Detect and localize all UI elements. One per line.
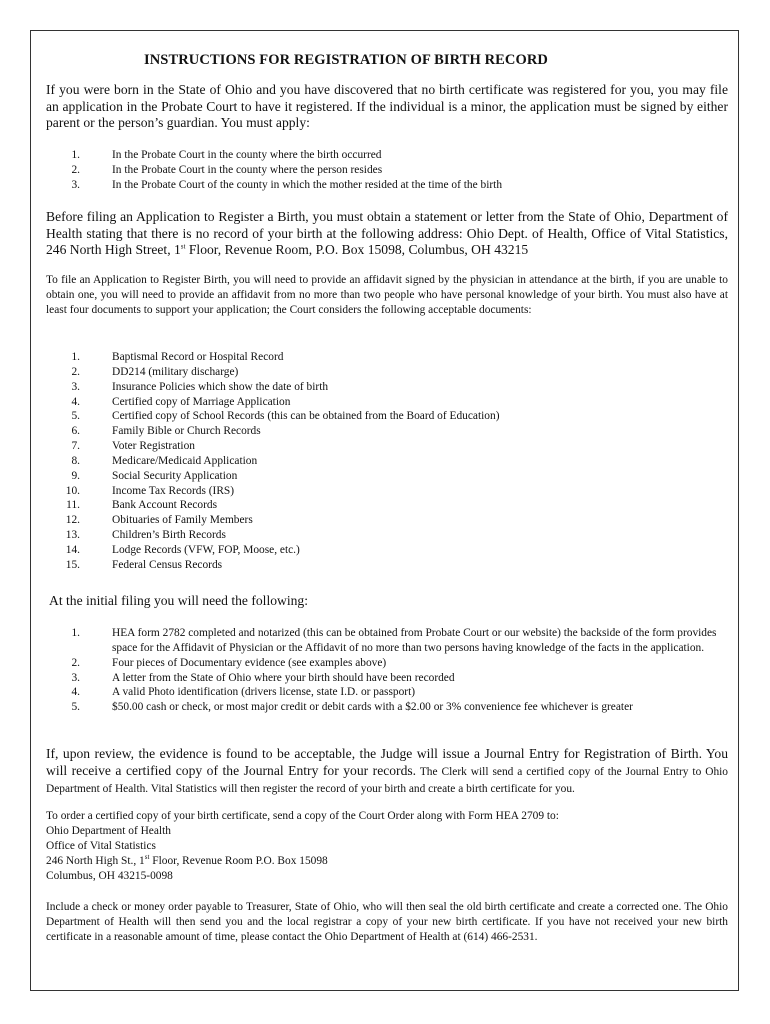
order-intro: To order a certified copy of your birth certificate, send a copy of the Court Order along with Form HEA 2709 to: xyxy=(46,810,559,822)
list-item xyxy=(46,484,728,499)
list-text: In the Probate Court in the county where the person resides xyxy=(112,163,383,176)
initial-filing-list xyxy=(46,626,728,715)
list-text: Federal Census Records xyxy=(112,558,223,571)
list-number: 3. xyxy=(71,178,80,191)
list-number: 4. xyxy=(71,686,80,699)
list-item xyxy=(46,558,728,573)
review-paragraph: If, upon review, the evidence is found to be acceptable, the Judge will issue a Journal Entry for Registration of Birth. You will receive a certified copy of the Journal Entry for your records. The Clerk will send a certified copy of the Journal Entry to Ohio Department of Health. Vital Statistics will then register the record of your birth and create a birth certificate for you. xyxy=(46,746,729,795)
list-text: Certified copy of School Records (this can be obtained from the Board of Education) xyxy=(112,410,500,423)
list-item xyxy=(46,454,728,469)
list-item xyxy=(46,424,728,439)
list-item xyxy=(46,671,728,686)
list-text: Children’s Birth Records xyxy=(112,529,226,542)
list-number: 10. xyxy=(65,484,80,497)
list-item xyxy=(46,543,728,558)
list-text: In the Probate Court in the county where the birth occurred xyxy=(112,149,382,161)
list-text: Obituaries of Family Members xyxy=(112,514,253,527)
list-item xyxy=(46,148,728,163)
list-number: 2. xyxy=(71,365,80,378)
list-number: 5. xyxy=(71,410,80,423)
to-file-paragraph: To file an Application to Register Birth, you will need to provide an affidavit signed by the physician in attendance at the birth, if you are unable to obtain one, you will need to provide an affidavit from no more than two people who have personal knowledge of your birth. You must also have at least four documents to support your application; the Court considers the following acceptable documents: xyxy=(46,274,728,316)
list-number: 14. xyxy=(65,543,80,556)
list-number: 8. xyxy=(71,454,80,467)
list-text: Social Security Application xyxy=(112,469,238,482)
initial-filing-heading: At the initial filing you will need the following: xyxy=(49,593,308,608)
address-line-1: Ohio Department of Health xyxy=(46,825,171,838)
list-number: 1. xyxy=(71,351,80,363)
list-text: Insurance Policies which show the date of birth xyxy=(112,380,329,393)
apply-list xyxy=(46,148,728,193)
list-text: Income Tax Records (IRS) xyxy=(112,484,235,497)
list-item xyxy=(46,380,728,395)
list-number: 13. xyxy=(65,529,80,542)
list-item xyxy=(46,365,728,380)
list-text: Certified copy of Marriage Application xyxy=(112,395,291,408)
list-text: Medicare/Medicaid Application xyxy=(112,454,258,467)
list-item xyxy=(46,685,728,700)
before-filing-paragraph: Before filing an Application to Register a Birth, you must obtain a statement or letter from the State of Ohio, Department of Health stating that there is no record of your birth at the following address: Ohio Dept. of Health, Office of Vital Statistics, 246 North High Street, 1st Floor, Revenue Room, P.O. Box 15098, Columbus, OH 43215 xyxy=(46,209,728,258)
list-item xyxy=(46,163,728,178)
list-text: Voter Registration xyxy=(112,440,195,453)
list-text: Four pieces of Documentary evidence (see examples above) xyxy=(112,656,387,669)
list-text: $50.00 cash or check, or most major credit or debit cards with a $2.00 or 3% convenience fee whichever is greater xyxy=(112,701,633,714)
list-text: Family Bible or Church Records xyxy=(112,425,261,438)
list-item xyxy=(46,498,728,513)
order-address-block xyxy=(46,809,728,884)
list-text: A letter from the State of Ohio where your birth should have been recorded xyxy=(112,671,455,684)
list-number: 7. xyxy=(71,440,80,453)
list-number: 3. xyxy=(71,671,80,684)
list-item xyxy=(46,178,728,193)
list-item xyxy=(46,626,728,656)
list-number: 1. xyxy=(71,627,80,639)
list-number: 9. xyxy=(71,469,80,482)
closing-paragraph: Include a check or money order payable to Treasurer, State of Ohio, who will then seal the old birth certificate and create a corrected one. The Ohio Department of Health will then send you and the local registrar a copy of your new birth certificate. If you have not received your new birth certificate in a reasonable amount of time, please contact the Ohio Department of Health at (614) 466-2531. xyxy=(46,901,728,944)
list-text: Bank Account Records xyxy=(112,499,218,512)
list-text: In the Probate Court of the county in which the mother resided at the time of the birth xyxy=(112,178,503,191)
list-text: A valid Photo identification (drivers license, state I.D. or passport) xyxy=(112,686,416,699)
list-number: 4. xyxy=(71,395,80,408)
list-item xyxy=(46,409,728,424)
list-text: Baptismal Record or Hospital Record xyxy=(112,351,284,363)
documents-list xyxy=(46,350,728,573)
list-item xyxy=(46,395,728,410)
list-number: 2. xyxy=(71,656,80,669)
list-text: DD214 (military discharge) xyxy=(112,365,239,378)
list-text: HEA form 2782 completed and notarized (this can be obtained from Probate Court or our website) the backside of the form provides space for the Affidavit of Physician or the Affidavit of no more than two persons having knowledge of the facts in the application. xyxy=(112,627,717,654)
list-number: 5. xyxy=(71,701,80,714)
list-number: 11. xyxy=(66,499,80,512)
list-item xyxy=(46,700,728,715)
list-item xyxy=(46,656,728,671)
list-item xyxy=(46,469,728,484)
list-number: 12. xyxy=(65,514,80,527)
address-line-2: Office of Vital Statistics xyxy=(46,840,156,853)
list-number: 2. xyxy=(71,163,80,176)
list-number: 6. xyxy=(71,425,80,438)
address-line-4: Columbus, OH 43215-0098 xyxy=(46,870,173,883)
list-text: Lodge Records (VFW, FOP, Moose, etc.) xyxy=(112,543,300,556)
document-title: INSTRUCTIONS FOR REGISTRATION OF BIRTH RECORD xyxy=(143,52,548,68)
list-number: 15. xyxy=(65,558,80,571)
list-item xyxy=(46,513,728,528)
list-number: 1. xyxy=(71,149,80,161)
list-number: 3. xyxy=(71,380,80,393)
list-item xyxy=(46,439,728,454)
intro-paragraph: If you were born in the State of Ohio and you have discovered that no birth certificate was registered for you, you may file an application in the Probate Court to have it registered. If the individual is a minor, the application must be signed by either parent or the person’s guardian. You must apply: xyxy=(46,82,728,131)
list-item xyxy=(46,350,728,365)
list-item xyxy=(46,528,728,543)
address-line-3: 246 North High St., 1st Floor, Revenue Room P.O. Box 15098 xyxy=(46,853,328,868)
